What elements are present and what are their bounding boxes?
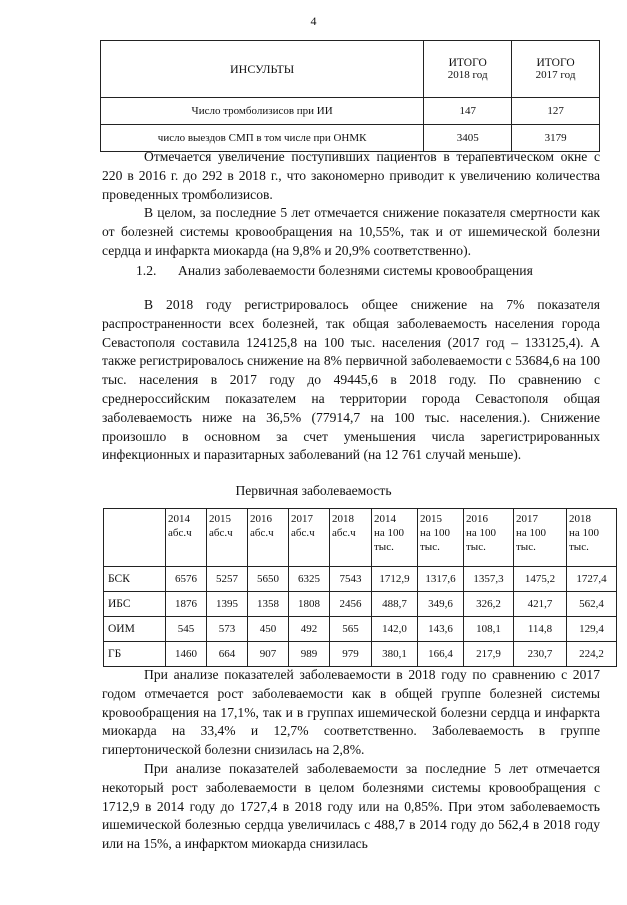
table-row — [104, 567, 617, 592]
column-header-line: абс.ч — [168, 527, 192, 539]
table-cell: 1357,3 — [464, 567, 514, 592]
section-title: Анализ заболеваемости болезнями системы кровообращения — [178, 263, 533, 278]
column-header-line: тыс. — [466, 541, 486, 553]
table-cell: 230,7 — [514, 642, 567, 667]
table-cell: 979 — [330, 642, 372, 667]
table-cell: 1727,4 — [567, 567, 617, 592]
row-label: Число тромболизисов при ИИ — [101, 98, 424, 125]
column-header — [567, 509, 617, 567]
table-cell: 5650 — [248, 567, 289, 592]
column-header — [418, 509, 464, 567]
column-header-line: 2014 — [168, 513, 190, 525]
column-header — [289, 509, 330, 567]
row-label: ГБ — [104, 642, 166, 667]
col-2018-line2: 2018 год — [447, 69, 488, 81]
table-row — [104, 642, 617, 667]
column-header-line: 2016 — [250, 513, 272, 525]
column-header-line: тыс. — [420, 541, 440, 553]
column-header — [248, 509, 289, 567]
cell-2018: 147 — [424, 98, 512, 125]
table-cell: 6576 — [166, 567, 207, 592]
stroke-table-title: ИНСУЛЬТЫ — [101, 41, 424, 98]
section-heading — [136, 262, 533, 280]
text-block-bottom — [102, 666, 600, 854]
column-header-line: 2015 — [209, 513, 231, 525]
cell-2018: 3405 — [424, 125, 512, 152]
paragraph: При анализе показателей заболеваемости за последние 5 лет отмечается некоторый рост заболеваемости в целом болезнями системы кровообращения с 1712,9 в 2014 году до 1727,4 в 2018 году или на 0,85%. При этом заболеваемость ишемической болезнью сердца увеличилась с 488,7 в 2014 году до 562,4 в 2018 году или на 15%, а инфарктом миокарда снизилась — [102, 760, 600, 852]
header-empty-cell — [104, 509, 166, 567]
table-cell: 989 — [289, 642, 330, 667]
table-cell: 1395 — [207, 592, 248, 617]
table-cell: 562,4 — [567, 592, 617, 617]
column-header — [207, 509, 248, 567]
table-cell: 7543 — [330, 567, 372, 592]
table-cell: 1876 — [166, 592, 207, 617]
table-row — [104, 592, 617, 617]
table-cell: 1460 — [166, 642, 207, 667]
table-cell: 1808 — [289, 592, 330, 617]
column-header-line: тыс. — [516, 541, 536, 553]
table-cell: 6325 — [289, 567, 330, 592]
table-cell: 1475,2 — [514, 567, 567, 592]
table-cell: 349,6 — [418, 592, 464, 617]
table-cell: 573 — [207, 617, 248, 642]
table-cell: 1317,6 — [418, 567, 464, 592]
column-header-line: абс.ч — [332, 527, 356, 539]
table-cell: 488,7 — [372, 592, 418, 617]
column-header — [464, 509, 514, 567]
table-cell: 492 — [289, 617, 330, 642]
table-cell: 545 — [166, 617, 207, 642]
section-number: 1.2. — [136, 263, 157, 278]
column-header-line: 2018 — [569, 513, 591, 525]
column-header-line: тыс. — [374, 541, 394, 553]
column-header-line: 2018 — [332, 513, 354, 525]
cell-2017: 127 — [512, 98, 600, 125]
column-header-line: на 100 — [420, 527, 451, 539]
incidence-table-header — [104, 509, 617, 567]
row-label: БСК — [104, 567, 166, 592]
table-cell: 326,2 — [464, 592, 514, 617]
column-header-line: на 100 — [374, 527, 405, 539]
page-number: 4 — [310, 14, 317, 28]
row-label: число выездов СМП в том числе при ОНМК — [101, 125, 424, 152]
paragraph: Отмечается увеличение поступивших пациентов в терапевтическом окне с 220 в 2016 г. до 292 в 2018 г., что закономерно приводит к увеличению количества проведенных тромболизисов. — [102, 149, 600, 202]
column-header-line: 2017 — [291, 513, 313, 525]
cell-2017: 3179 — [512, 125, 600, 152]
col-2017-line2: 2017 год — [535, 69, 576, 81]
column-header-line: тыс. — [569, 541, 589, 553]
table-cell: 224,2 — [567, 642, 617, 667]
paragraph: В 2018 году регистрировалось общее снижение на 7% показателя распространенности всех болезней, так общая заболеваемость населения города Севастополя составила 124125,8 на 100 тыс. населения (2017 год – 133125,4). А также регистрировалось снижение на 8% первичной заболеваемости с 53684,6 на 100 тыс. населения в 2017 году до 49445,6 в 2018 году. По сравнению с среднероссийским показателем на территории города Севастополя общая заболеваемость ниже на 36,5% (77914,7 на 100 тыс. населения.). Снижение произошло в основном за счет уменьшения числа зарегистрированных инфекционных и паразитарных заболеваний (на 12 761 случай меньше). — [102, 297, 600, 463]
table-row — [104, 617, 617, 642]
table-cell: 5257 — [207, 567, 248, 592]
column-header-line: 2017 — [516, 513, 538, 525]
stroke-table-col-2018 — [424, 41, 512, 98]
table-cell: 1712,9 — [372, 567, 418, 592]
column-header-line: 2015 — [420, 513, 442, 525]
table-cell: 143,6 — [418, 617, 464, 642]
table-cell: 664 — [207, 642, 248, 667]
table-cell: 565 — [330, 617, 372, 642]
column-header-line: на 100 — [466, 527, 497, 539]
table-cell: 421,7 — [514, 592, 567, 617]
table-cell: 129,4 — [567, 617, 617, 642]
row-label: ОИМ — [104, 617, 166, 642]
text-block-middle — [102, 296, 600, 465]
incidence-table — [103, 508, 617, 667]
table-cell: 142,0 — [372, 617, 418, 642]
row-label: ИБС — [104, 592, 166, 617]
column-header-line: абс.ч — [250, 527, 274, 539]
column-header-line: на 100 — [569, 527, 600, 539]
column-header-line: 2016 — [466, 513, 488, 525]
col-2018-line1: ИТОГО — [448, 57, 487, 69]
column-header-line: на 100 — [516, 527, 547, 539]
table-caption: Первичная заболеваемость — [235, 483, 392, 498]
stroke-table-col-2017 — [512, 41, 600, 98]
column-header-line: 2014 — [374, 513, 396, 525]
col-2017-line1: ИТОГО — [536, 57, 575, 69]
text-block-top — [102, 148, 600, 261]
table-cell: 114,8 — [514, 617, 567, 642]
paragraph: При анализе показателей заболеваемости в 2018 году по сравнению с 2017 годом отмечается рост заболеваемости как в общей группе болезней системы кровообращения на 17,1%, так и в группах ишемической болезни сердца и инфаркта миокарда на 33,4% и 12,7% соответственно. Заболеваемость в группе гипертонической болезни снизилась на 2,8%. — [102, 667, 600, 758]
column-header-line: абс.ч — [209, 527, 233, 539]
paragraph: В целом, за последние 5 лет отмечается снижение показателя смертности как от болезней системы кровообращения на 10,55%, так и от ишемической болезни сердца и инфаркта миокарда (на 9,8% и 20,9% соответственно). — [102, 205, 600, 258]
table-cell: 380,1 — [372, 642, 418, 667]
column-header — [514, 509, 567, 567]
table-cell: 217,9 — [464, 642, 514, 667]
column-header — [330, 509, 372, 567]
table-cell: 907 — [248, 642, 289, 667]
stroke-table-header — [101, 41, 600, 98]
stroke-table — [100, 40, 600, 152]
column-header — [166, 509, 207, 567]
table-row — [101, 98, 600, 125]
table-cell: 1358 — [248, 592, 289, 617]
table-cell: 108,1 — [464, 617, 514, 642]
column-header — [372, 509, 418, 567]
table-cell: 450 — [248, 617, 289, 642]
column-header-line: абс.ч — [291, 527, 315, 539]
table-cell: 166,4 — [418, 642, 464, 667]
table-cell: 2456 — [330, 592, 372, 617]
